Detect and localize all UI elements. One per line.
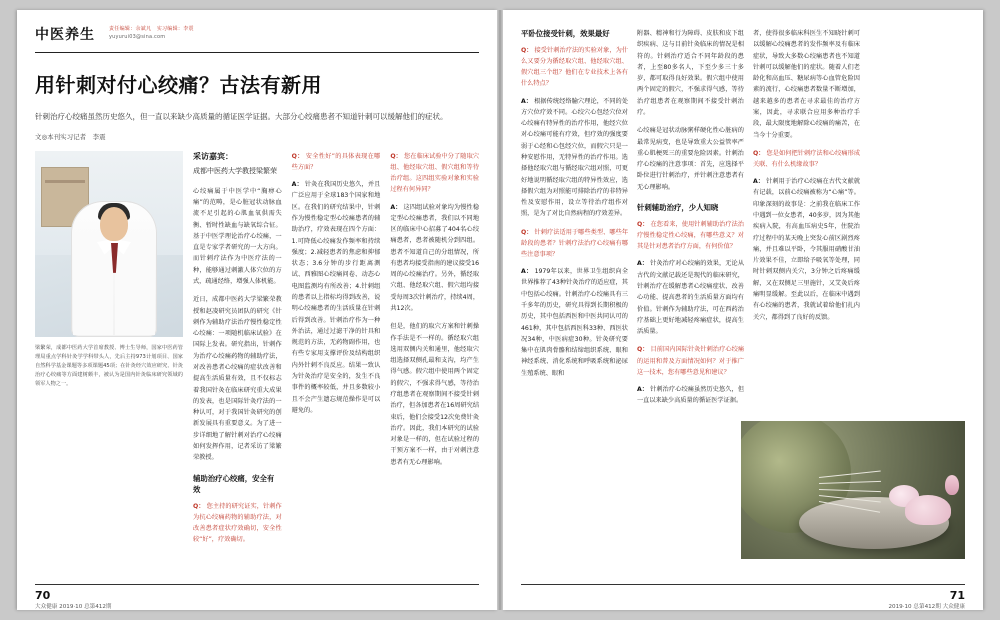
right-column-2 [637,28,744,413]
acupuncture-photo [741,421,965,559]
left-body [17,141,497,551]
subheading: 辅助治疗心绞痛，安全有效 [193,473,275,494]
subheading: 针刺辅助治疗，少人知晓 [637,202,719,212]
masthead [17,10,497,44]
question: Q： 您是如何把针刺疗法和心绞痛形成关联、有什么机缘故事？ [753,149,861,168]
left-footer [17,584,497,610]
editor-line: 责任编辑：余斌凡 实习编辑：李震 [109,26,194,32]
paragraph: 心绞痛属于中医学中“胸痹心痛”的范畴，是心脏冠状动脉血流不足引起的心肌血氧供需失衡、暂时性缺血与缺氧综合征。基于中医学理论治疗心绞痛，一直是专家学者研究的一大方向。而针刺疗法作为中医疗法的一种，能够通过刺激人体穴位的方式，疏通经络，增强人体机能。 [193,187,282,286]
footer-text: 2019·10 总第412期 大众健康 [888,604,965,610]
right-page [503,10,983,610]
right-body [503,10,983,413]
question: Q： 接受针刺治疗法的实验对象，为什么又要分为循经取穴组、他经取穴组、假穴组三个组？他们在专业技术上各有什么特点？ [521,47,629,88]
right-footer [503,584,983,610]
right-column-3 [753,28,860,413]
left-column-3 [292,151,381,551]
left-column-4 [390,151,479,551]
answer: A： 1979年以来，世界卫生组织向全世界推荐了43种针灸治疗的适应症，其中包括心绞痛。针刺治疗心绞痛具有三千多年的历史，研究具得到长期积极的历史，其中包括西医和中医共同认可的461种，其中包括西医科33种、西医状况34种，中医病症30种。针灸研究要集中在肌肉骨骼和结缔组织系统、眼和神经系统、消化系统和呼吸系统和泌尿生殖系统、眼和 [521,268,629,377]
footer-inner [17,585,497,612]
answer-text: 针刺用于治疗心绞痛在古代文献就有记载，以前心绞痛被称为“心痛”等。印象深刻的故事是：之前我在临床工作中遇到一位女患者，40多岁，因为其他疾病入院，有高血压病史5年，住院治疗过程中的某天晚上突发心前区剧烈疼痛，并且难以平卧，令其服用硝酸甘油片效果不佳，立即给予吸氧等处理，同时针刺双侧内关穴，3分钟之后疼痛缓解，又在双侧足三里施针，又艾灸后疼痛明显缓解。至此以后，在临床中遇到有心绞痛的患者，我就试着给他们扎内关穴，都得到了良好的反馈。 [753,178,861,321]
question-text: 您是如何把针刺疗法和心绞痛形成关联、有什么机缘故事？ [753,149,861,168]
answer-text: 针刺治疗心绞痛虽然历史悠久，但一直以来缺少高质量的循证医学证据。 [637,385,745,405]
answer: A： 针刺用于治疗心绞痛在古代文献就有记载，以前心绞痛被称为“心痛”等。印象深刻的故事是：之前我在临床工作中遇到一位女患者，40多岁，因为其他疾病入院，有高血压病史5年，住院治疗过程中的某天晚上突发心前区剧烈疼痛，并且难以平卧，令其服用硝酸甘油片效果不佳，立即给予吸氧等处理，同时针刺双侧内关穴，3分钟之后疼痛缓解，又在双侧足三里施针，又艾灸后疼痛明显缓解。至此以后，在临床中遇到有心绞痛的患者，我就试着给他们扎内关穴，都得到了良好的反馈。 [753,178,861,321]
footer-inner [503,585,983,612]
section-title: 中医养生 [35,27,95,43]
answer-text: 针灸治疗对心绞痛的效果，无论从古代的文献记载还是现代的临床研究，针刺治疗在缓解患者心绞痛症状、改善心功能、提高患者的生活质量方面均有价值。针刺作为辅助疗法，可在西药治疗基础上更好地减轻疼痛症状，提高生活质量。 [637,260,745,336]
question-text: 在您看来，使用针刺辅助治疗法治疗慢性稳定性心绞痛，有哪些意义？对其是针对患者治疗方面，有何价值？ [637,220,745,251]
question: Q： 目前国内国际针灸针刺治疗心绞痛的运用和普及方面情况如何？对于推广这一技术，您有哪些意见和建议？ [637,346,745,376]
doctor-photo [35,151,183,337]
answer: A： 这四组试验对象均为慢性稳定型心绞痛患者，我们以不同地区的临床中心招募了404名心绞痛患者，患者被随机分到四组。患者不知道自己的分组情况，所有患者均接受指南的建议接受16周的心绞痛治疗。另外，循经取穴组、他经取穴组、假穴组均接受每周3次针刺治疗，持续4周，共12次。 [390,203,480,313]
answer: A： 针灸在我国历史悠久，并且广泛应用于全球183个国家和地区。在我们的研究结果中，针刺作为慢性稳定型心绞痛患者的辅助治疗，疗效表现在四个方面：1.可降低心绞痛发作频率和持续强度；2.减轻患者的焦虑和抑郁状态；3.6分钟的步行距离测试、西雅图心绞痛问卷、动态心电图监测均有所改善；4.针刺组的患者以上指标均得到改善，说明心绞痛患者的生活质量在针刺后得到改善。针刺治疗作为一种外治法，通过过滤干净的针具和规范的方法，无药物副作用，也有些专家用支撑评价及结构组织内外针刺不良反应。结果一致认为针灸治疗是安全的，发生不良事件的概率较低，并且多数较小且不会产生遗忘规范操作是可以避免的。 [291,181,381,414]
question: Q： 针刺疗法适用于哪些类型、哪些年龄段的患者？针刺疗法治疗心绞痛有哪些注意事项？ [521,228,629,259]
footer-text: 大众健康 2019·10 总第412期 [35,604,112,610]
answer-text: 针灸在我国历史悠久，并且广泛应用于全球183个国家和地区。在我们的研究结果中，针刺作为慢性稳定型心绞痛患者的辅助治疗，疗效表现在四个方面：1.可降低心绞痛发作频率和持续强度；2.减轻患者的焦虑和抑郁状态；3.6分钟的步行距离测试、西雅图心绞痛问卷、动态心电图监测均有所改善；4.针刺组的患者以上指标均得到改善，说明心绞痛患者的生活质量在针刺后得到改善。针刺治疗作为一种外治法，通过过滤干净的针具和规范的方法，无药物副作用，也有些专家用支撑评价及结构组织内外针刺不良反应。结果一致认为针灸治疗是安全的，发生不良事件的概率较低，并且多数较小且不会产生遗忘规范操作是可以避免的。 [291,181,381,414]
question-text: 接受针刺治疗法的实验对象，为什么又要分为循经取穴组、他经取穴组、假穴组三个组？他们在专业技术上各有什么特点？ [521,47,629,88]
question-text: 您在临床试验中分了随取穴组、他经取穴组、假穴组和等待治疗组。这四组实验对象和实验过程有何异同？ [390,152,480,194]
paragraph: 附器、精神和行为障碍、皮肤和皮下组织疾病、这与目前针灸临床的情况是相符的。针刺治疗适合不同年龄段的患者，上至80多名人，下至少多三十多岁，都可取得良好效果。假穴组中使用两个固定的假穴，不强求得气感，等待治疗组患者在观察期间不接受针刺治疗。 [637,30,744,116]
page-number: 70 [35,589,51,602]
page-number: 71 [949,589,965,602]
photo-caption: 梁繁荣，成都中医药大学首席教授、博士生导师，国家中医药管理局重点学科针灸学学科带头人，先后主持973计划项目、国家自然科学基金课题等多项课题45项；在针灸经穴效应研究、针灸治疗心绞痛等方面建树颇丰，被认为是国内针灸临床研究领域的领军人物之一。 [35,344,183,388]
paragraph: 近日，成都中医药大学梁繁荣教授和赵凌研究员团队的研究《针刺作为辅助疗法治疗慢性稳定性心绞痛：一项随机临床试验》在国际上发表。研究指出，针刺作为治疗心绞痛药物的辅助疗法，对改善患者心绞痛的症状改善和提高生活质量有效，且不仅标志着我国针灸在临床研究重大成果的发表，也是国际针灸疗法的一种认可，对于我国针灸研究的创新发展具有重要意义。为了进一步详细地了解针刺对治疗心绞痛如何发挥作用，记者采访了梁繁荣教授。 [193,296,282,462]
interview-label: 采访嘉宾： [193,151,233,161]
editor-email: yuyurui03@sina.com [109,33,166,40]
answer: A： 针灸治疗对心绞痛的效果，无论从古代的文献记载还是现代的临床研究，针刺治疗在缓解患者心绞痛症状、改善心功能、提高患者的生活质量方面均有价值。针刺作为辅助疗法，可在西药治疗基础上更好地减轻疼痛症状，提高生活质量。 [637,260,745,336]
answer-text: 这四组试验对象均为慢性稳定型心绞痛患者，我们以不同地区的临床中心招募了404名心绞痛患者，患者被随机分到四组。患者不知道自己的分组情况，所有患者均接受指南的建议接受16周的心绞痛治疗。另外，循经取穴组、他经取穴组、假穴组均接受每周3次针刺治疗，持续4周，共12次。 [390,203,480,313]
doctor-photo-box [35,151,183,389]
paragraph: 但是，他们的取穴方案和针刺操作手法是不一样的。循经取穴组选用双侧内关和通里，他经取穴组选择双侧孔最和支沟，均产生得气感。假穴组中使用两个固定的假穴，不强求得气感，等待治疗组患者在观察期间不接受针刺治疗，但各加患者在16周研究结束后，他们会接受12次免费针灸治疗。因此，我们本研究的试验对象是一样的，但在试验过程的干预方案不一样，由于对刺注意患者有无心理影响。 [390,323,480,466]
answer: 心绞痛是冠状动脉粥样硬化性心脏病的最常见病变，也是导致重大公益管率严重心肌梗死三的重要危险因素。针刺治疗心绞痛的注意事项：首先，应选择平卧位进行针刺治疗，并针刺注意患者有无心理影响。 [637,127,744,191]
left-column-1 [35,151,183,551]
interview-guest: 成都中医药大学教授梁繁荣 [193,166,277,175]
question-text: 您主持的研究证实，针刺作为抗心绞痛药物的辅助疗法，对改善患者症状疗效确切，安全性较“好”，疗效确切。 [193,502,282,543]
answer: A： 针刺治疗心绞痛虽然历史悠久，但一直以来缺少高质量的循证医学证据。 [637,385,745,405]
byline: 文◎本刊实习记者 李震 [35,132,106,141]
answer-text: 根据传统经络腧穴理论，不同的处方穴位疗效不同。心绞穴心包经穴位对心绞痛有特异性的治疗作用，他经穴位对心绞痛可能有疗效，但疗效的强度要弱于心经和心包经穴位，而假穴只是一种安慰作用，无特异性的治疗作用。选择他经取穴组与循经取穴组对照，可更好地说明循经取穴组的特异性效应，选择假穴组为对照能可排除治疗的非特异性及安慰作用，设立等待治疗组作对照，是为了对比自然病程的疗效差异。 [521,97,629,218]
answer-text: 1979年以来，世界卫生组织向全世界推荐了43种针灸治疗的适应症，其中包括心绞痛。针刺治疗心绞痛具有三千多年的历史，研究具得到长期积极的历史，其中包括西医和中医共同认可的461种，其中包括西医科33种、西医状况34种，中医病症30种。针灸研究要集中在肌肉骨骼和结缔组织系统、眼和神经系统、消化系统和呼吸系统和泌尿生殖系统、眼和 [521,268,629,377]
left-page [17,10,497,610]
question: Q： 您在临床试验中分了随取穴组、他经取穴组、假穴组和等待治疗组。这四组实验对象和实验过程有何异同？ [390,152,480,194]
left-column-2 [193,151,282,551]
question: Q： 您主持的研究证实，针刺作为抗心绞痛药物的辅助疗法，对改善患者症状疗效确切，安全性较“好”，疗效确切。 [193,502,282,543]
standfirst: 针刺治疗心绞痛虽然历史悠久，但一直以来缺少高质量的循证医学证据。大部分心绞痛患者不知道针刺可以缓解他们的症状。 [35,112,448,121]
masthead-rule [35,52,479,53]
question-text: 目前国内国际针灸针刺治疗心绞痛的运用和普及方面情况如何？对于推广这一技术，您有哪些意见和建议？ [637,346,745,376]
masthead-meta [109,24,194,41]
subheading: 平卧位接受针刺，效果最好 [521,29,610,38]
answer: A： 根据传统经络腧穴理论，不同的处方穴位疗效不同。心绞穴心包经穴位对心绞痛有特异性的治疗作用，他经穴位对心绞痛可能有疗效，但疗效的强度要弱于心经和心包经穴位，而假穴只是一种安慰作用，无特异性的治疗作用。选择他经取穴组与循经取穴组对照，可更好地说明循经取穴组的特异性效应，选择假穴组为对照能可排除治疗的非特异性及安慰作用，设立等待治疗组作对照，是为了对比自然病程的疗效差异。 [521,97,629,218]
question-text: 安全性好”的具体表现在哪些方面？ [291,152,381,172]
question-text: 针刺疗法适用于哪些类型、哪些年龄段的患者？针刺疗法治疗心绞痛有哪些注意事项？ [521,228,629,259]
question: Q： 在您看来，使用针刺辅助治疗法治疗慢性稳定性心绞痛，有哪些意义？对其是针对患者治疗方面，有何价值？ [637,220,745,251]
paragraph: 者，使得很多临床科医生不知晓针刺可以缓解心绞痛患者的发作频率及有临床症状，导致大多数心绞痛患者也不知道针刺可以缓解他们的症状。随着人们老龄化和高血压、糖尿病等心血管危险因素的流行，心绞痛患者数量不断增加，越来越多的患者在寻求最佳的治疗方案，因此，寻求联合应用多种治疗手段，最大限度地解除心绞痛的痛苦，在当今十分重要。 [753,30,860,139]
page-title: 用针刺对付心绞痛？古法有新用 [35,73,322,97]
right-column-1 [521,28,628,413]
question: Q： 安全性好”的具体表现在哪些方面？ [291,152,381,172]
